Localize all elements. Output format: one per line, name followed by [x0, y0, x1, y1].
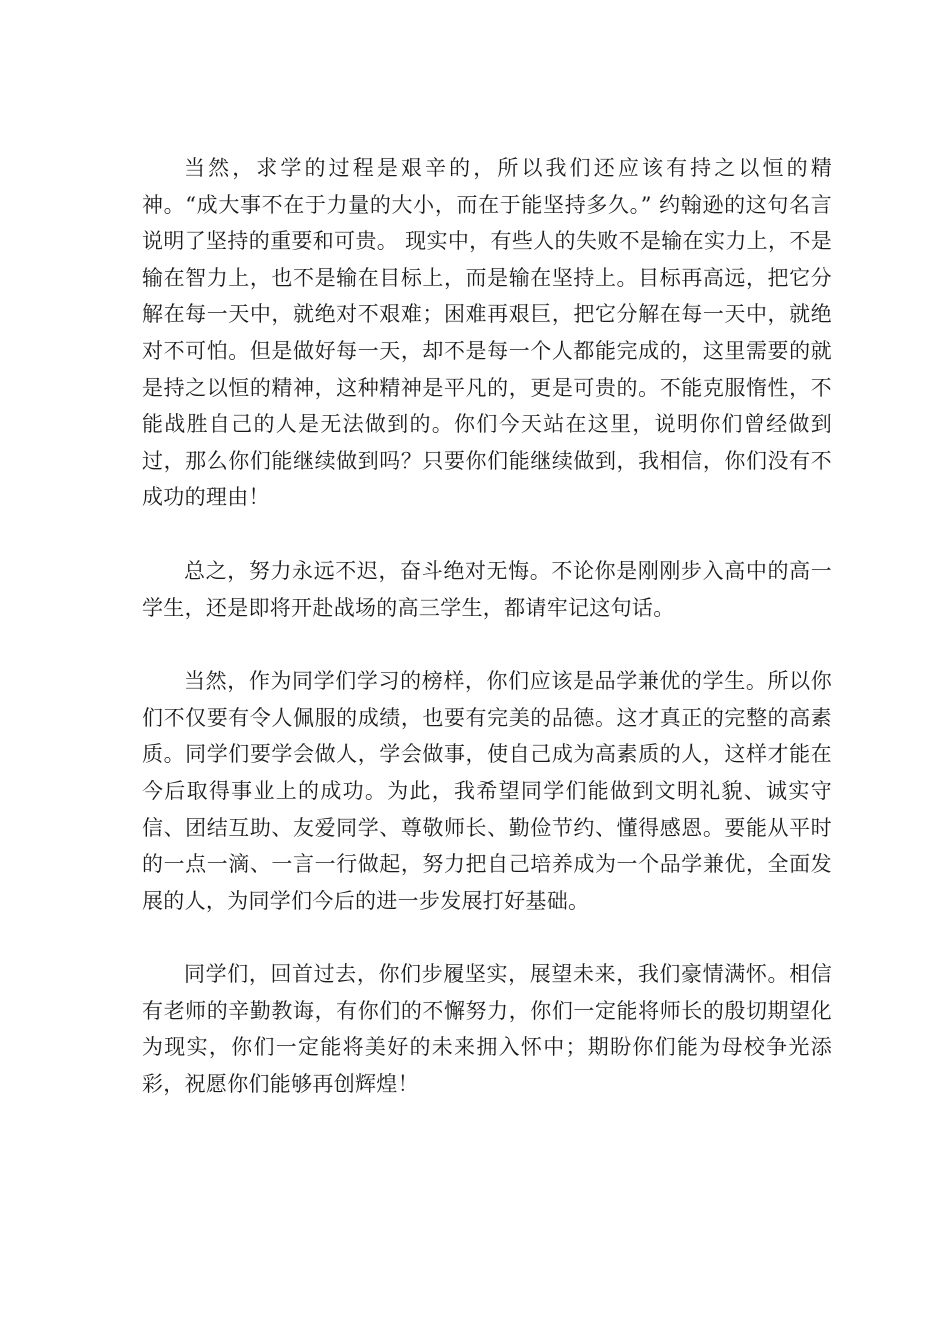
paragraph-perseverance: 当然，求学的过程是艰辛的，所以我们还应该有持之以恒的精神。“成大事不在于力量的大小，而在于能坚持多久。” 约翰逊的这句名言说明了坚持的重要和可贵。 现实中，有些人的失败不是输在实力上，不是输在智力上，也不是输在目标上，而是输在坚持上。目标再高远，把它分解在每一天中，就绝对不艰难；困难再艰巨，把它分解在每一天中，就绝对不可怕。但是做好每一天，却不是每一个人都能完成的，这里需要的就是持之以恒的精神，这种精神是平凡的，更是可贵的。不能克服惰性，不能战胜自己的人是无法做到的。你们今天站在这里，说明你们曾经做到过，那么你们能继续做到吗？只要你们能继续做到，我相信，你们没有不成功的理由！ — [142, 156, 832, 510]
paragraph-closing: 同学们，回首过去，你们步履坚实，展望未来，我们豪情满怀。相信有老师的辛勤教诲，有你们的不懈努力，你们一定能将师长的殷切期望化为现实，你们一定能将美好的未来拥入怀中；期盼你们能为母校争光添彩，祝愿你们能够再创辉煌！ — [142, 962, 832, 1097]
document-body — [142, 150, 832, 1140]
paragraph-character: 当然，作为同学们学习的榜样，你们应该是品学兼优的学生。所以你们不仅要有令人佩服的成绩，也要有完美的品德。这才真正的完整的高素质。同学们要学会做人，学会做事，使自己成为高素质的人，这样才能在今后取得事业上的成功。为此，我希望同学们能做到文明礼貌、诚实守信、团结互助、友爱同学、尊敬师长、勤俭节约、懂得感恩。要能从平时的一点一滴、一言一行做起，努力把自己培养成为一个品学兼优，全面发展的人，为同学们今后的进一步发展打好基础。 — [142, 669, 832, 913]
paragraph-effort: 总之，努力永远不迟，奋斗绝对无悔。不论你是刚刚步入高中的高一学生，还是即将开赴战场的高三学生，都请牢记这句话。 — [142, 558, 832, 620]
